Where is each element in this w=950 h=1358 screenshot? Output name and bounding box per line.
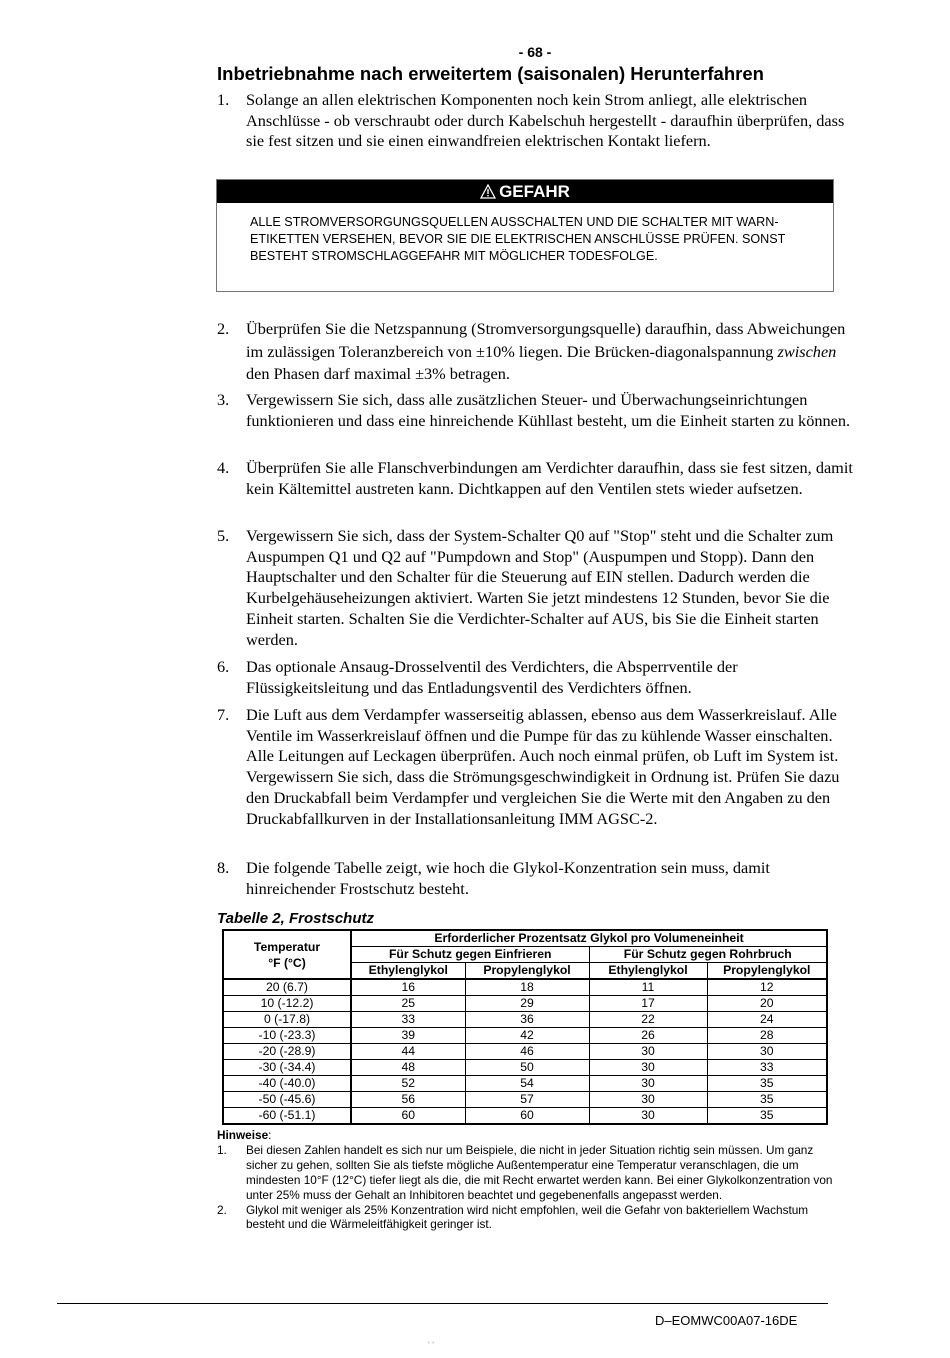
section-heading: Inbetriebnahme nach erweitertem (saisonalen) Herunterfahren — [217, 63, 764, 84]
step-text-part: den Phasen darf maximal ±3% betragen. — [246, 364, 510, 383]
step-number: 2. — [217, 319, 230, 338]
step-number: 6. — [217, 657, 230, 676]
step-4 — [217, 458, 857, 499]
notes-heading: Hinweise — [217, 1128, 269, 1142]
step-7 — [217, 705, 857, 829]
step-text: Vergewissern Sie sich, dass der System-Schalter Q0 auf "Stop" steht und die Schalter zum Auspumpen Q1 und Q2 auf "Pumpdown and Stop" (Auspumpen und Stopp). Dann den Hauptschalter und den Schalter für die Steuerung auf EIN stellen. Dadurch werden die Kurbelgehäuseheizungen aktiviert. Warten Sie jetzt mindestens 12 Stunden, bevor Sie die Einheit starten. Schalten Sie die Verdichter-Schalter auf AUS, bis Sie die Einheit starten werden. — [246, 526, 834, 649]
table-row — [223, 1044, 827, 1060]
glycol-percent-cell: 30 — [589, 1108, 707, 1125]
step-text: Vergewissern Sie sich, dass alle zusätzlichen Steuer- und Überwachungseinrichtungen funktionieren und dass eine hinreichende Kühllast besteht, um die Einheit starten zu können. — [246, 390, 851, 430]
glycol-percent-cell: 48 — [351, 1060, 465, 1076]
glycol-percent-cell: 35 — [707, 1092, 827, 1108]
glycol-percent-cell: 35 — [707, 1108, 827, 1125]
table-row — [223, 1108, 827, 1125]
column-header: Ethylenglykol — [589, 963, 707, 980]
warning-triangle-icon — [480, 184, 496, 199]
table-caption: Tabelle 2, Frostschutz — [217, 910, 374, 927]
note-2 — [217, 1203, 847, 1233]
glycol-percent-cell: 39 — [351, 1028, 465, 1044]
step-text: Die Luft aus dem Verdampfer wasserseitig ablassen, ebenso aus dem Wasserkreislauf. Alle Ventile im Wasserkreislauf öffnen und die Pumpe für das zu kühlende Wasser einschalten. Alle Leitungen auf Leckagen überprüfen. Auch noch einmal prüfen, ob Luft im System ist. Vergewissern Sie sich, dass die Strömungsgeschwindigkeit in Ordnung ist. Prüfen Sie dazu den Druckabfall beim Verdampfer und vergleichen Sie die Werte mit den Angaben zu den Druckabfallkurven in der Installationsanleitung IMM AGSC-2. — [246, 705, 840, 828]
glycol-percent-cell: 42 — [465, 1028, 589, 1044]
step-text: Die folgende Tabelle zeigt, wie hoch die Glykol-Konzentration sein muss, damit hinreichender Frostschutz besteht. — [246, 858, 770, 898]
temperature-cell: 0 (-17.8) — [223, 1012, 351, 1028]
danger-header — [217, 180, 833, 203]
step-number: 3. — [217, 390, 230, 409]
group-header: Erforderlicher Prozentsatz Glykol pro Volumeneinheit — [351, 930, 827, 947]
subheader-freeze: Für Schutz gegen Einfrieren — [351, 947, 589, 963]
step-number: 1. — [217, 90, 230, 109]
step-number: 7. — [217, 705, 230, 724]
step-text: Das optionale Ansaug-Drosselventil des Verdichters, die Absperrventile der Flüssigkeitsleitung und das Entladungsventil des Verdichters öffnen. — [246, 657, 738, 697]
table-row — [223, 1028, 827, 1044]
temperature-cell: -60 (-51.1) — [223, 1108, 351, 1125]
glycol-percent-cell: 44 — [351, 1044, 465, 1060]
glycol-percent-cell: 60 — [465, 1108, 589, 1125]
step-number: 5. — [217, 526, 230, 545]
step-5 — [217, 526, 867, 650]
glycol-percent-cell: 33 — [707, 1060, 827, 1076]
table-header-row — [223, 930, 827, 947]
glycol-percent-cell: 18 — [465, 979, 589, 996]
note-text: Bei diesen Zahlen handelt es sich nur um Beispiele, die nicht in jeder Situation richtig sein müssen. Um ganz sicher zu gehen, sollten Sie als tiefste mögliche Außentemperatur eine Temperatur veranschlagen, die um mindesten 10°F (12°C) tiefer liegt als die, die mit Recht erwartet werden kann. Bei einer Glykolkonzentration von unter 25% muss der Gehalt an Inhibitoren beachtet und gegebenenfalls angepasst werden. — [246, 1142, 833, 1202]
step-8 — [217, 858, 857, 899]
danger-text: ALLE STROMVERSORGUNGSQUELLEN AUSSCHALTEN UND DIE SCHALTER MIT WARN-ETIKETTEN VERSEHEN, BEVOR SIE DIE ELEKTRISCHEN ANSCHLÜSSE PRÜFEN. SONST BESTEHT STROMSCHLAGGEFAHR MIT MÖGLICHER TODESFOLGE. — [250, 215, 786, 263]
temperature-cell: 10 (-12.2) — [223, 996, 351, 1012]
table-row — [223, 979, 827, 996]
column-header: Ethylenglykol — [351, 963, 465, 980]
glycol-percent-cell: 11 — [589, 979, 707, 996]
glycol-percent-cell: 28 — [707, 1028, 827, 1044]
step-2 — [217, 318, 857, 386]
note-1 — [217, 1143, 847, 1203]
glycol-percent-cell: 30 — [589, 1044, 707, 1060]
glycol-percent-cell: 20 — [707, 996, 827, 1012]
column-header: Propylenglykol — [707, 963, 827, 980]
frost-protection-table — [222, 929, 828, 1125]
glycol-percent-cell: 56 — [351, 1092, 465, 1108]
glycol-percent-cell: 17 — [589, 996, 707, 1012]
step-number: 4. — [217, 458, 230, 477]
column-header: Propylenglykol — [465, 963, 589, 980]
document-code: D–EOMWC00A07-16DE — [655, 1313, 798, 1328]
glycol-percent-cell: 54 — [465, 1076, 589, 1092]
table-row — [223, 1012, 827, 1028]
glycol-percent-cell: 60 — [351, 1108, 465, 1125]
step-6 — [217, 657, 857, 698]
temperature-header-label: Temperatur — [253, 939, 321, 954]
step-number: 8. — [217, 858, 230, 877]
danger-box — [216, 179, 834, 292]
note-number: 2. — [217, 1202, 227, 1217]
notes: Hinweise: 1. Bei diesen Zahlen handelt es sich nur um Beispiele, die nicht in jeder Situation richtig sein müssen. Um ganz sicher zu gehen, sollten Sie als tiefste mögliche Außentemperatur eine Temperatur veranschlagen, die um mindesten 10°F (12°C) tiefer liegt als die, die mit Recht erwartet werden kann. Bei einer Glykolkonzentration von unter 25% muss der Gehalt an Inhibitoren beachtet und gegebenenfalls angepasst werden. 2. Glykol mit weniger als 25% Konzentration wird nicht empfohlen, weil die Gefahr von bakteriellem Wachstum besteht und die Wärmeleitfähigkeit geringer ist. — [217, 1128, 847, 1232]
step-text: Solange an allen elektrischen Komponenten noch kein Strom anliegt, alle elektrischen Anschlüsse - ob verschraubt oder durch Kabelschuh hergestellt - daraufhin überprüfen, dass sie fest sitzen und sie einen einwandfreien elektrischen Kontakt liefern. — [246, 90, 845, 151]
temperature-cell: -50 (-45.6) — [223, 1092, 351, 1108]
glycol-percent-cell: 57 — [465, 1092, 589, 1108]
table-row — [223, 1092, 827, 1108]
temperature-cell: -30 (-34.4) — [223, 1060, 351, 1076]
step-3 — [217, 390, 857, 431]
page-number: - 68 - — [518, 44, 552, 60]
glycol-percent-cell: 36 — [465, 1012, 589, 1028]
note-number: 1. — [217, 1142, 227, 1157]
glycol-percent-cell: 30 — [589, 1076, 707, 1092]
glycol-percent-cell: 24 — [707, 1012, 827, 1028]
step-1 — [217, 90, 857, 152]
glycol-percent-cell: 52 — [351, 1076, 465, 1092]
danger-title: GEFAHR — [499, 182, 570, 201]
footer-marks: ' ' — [428, 1340, 434, 1350]
step-text-emphasis: zwischen — [777, 341, 837, 361]
glycol-percent-cell: 22 — [589, 1012, 707, 1028]
temperature-cell: -40 (-40.0) — [223, 1076, 351, 1092]
glycol-percent-cell: 30 — [707, 1044, 827, 1060]
glycol-percent-cell: 16 — [351, 979, 465, 996]
table-row — [223, 996, 827, 1012]
glycol-percent-cell: 35 — [707, 1076, 827, 1092]
subheader-burst: Für Schutz gegen Rohrbruch — [589, 947, 827, 963]
temperature-cell: -10 (-23.3) — [223, 1028, 351, 1044]
glycol-percent-cell: 46 — [465, 1044, 589, 1060]
footer-rule — [57, 1303, 828, 1304]
table-row — [223, 1076, 827, 1092]
temperature-cell: 20 (6.7) — [223, 979, 351, 996]
temperature-header — [223, 930, 351, 979]
temperature-cell: -20 (-28.9) — [223, 1044, 351, 1060]
step-text — [246, 318, 857, 386]
glycol-percent-cell: 30 — [589, 1060, 707, 1076]
glycol-percent-cell: 33 — [351, 1012, 465, 1028]
glycol-percent-cell: 25 — [351, 996, 465, 1012]
note-text: Glykol mit weniger als 25% Konzentration wird nicht empfohlen, weil die Gefahr von bakteriellem Wachstum besteht und die Wärmeleitfähigkeit geringer ist. — [246, 1202, 809, 1232]
glycol-percent-cell: 12 — [707, 979, 827, 996]
step-text-part: Überprüfen Sie die Netzspannung (Stromversorgungsquelle) daraufhin, dass Abweichungen im zulässigen Toleranzbereich von ±10% liegen. Die Brücken-diagonalspannung — [246, 319, 846, 361]
step-text: Überprüfen Sie alle Flanschverbindungen am Verdichter daraufhin, dass sie fest sitzen, damit kein Kältemittel austreten kann. Dichtkappen auf den Ventilen stets wieder aufsetzen. — [246, 458, 853, 498]
table-row — [223, 1060, 827, 1076]
temperature-header-unit: °F (°C) — [268, 955, 306, 970]
glycol-percent-cell: 30 — [589, 1092, 707, 1108]
glycol-percent-cell: 50 — [465, 1060, 589, 1076]
glycol-percent-cell: 26 — [589, 1028, 707, 1044]
glycol-percent-cell: 29 — [465, 996, 589, 1012]
